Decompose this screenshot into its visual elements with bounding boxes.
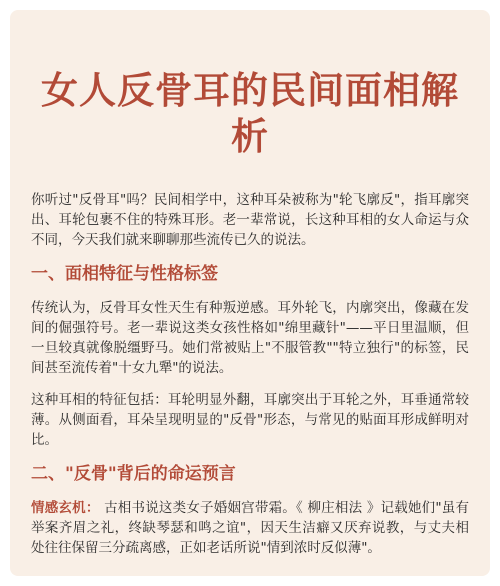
section-2-heading: 二、"反骨"背后的命运预言 xyxy=(31,464,236,484)
emotion-lead-label: 情感玄机： xyxy=(31,500,100,516)
intro-paragraph: 你听过"反骨耳"吗？民间相学中，这种耳朵被称为"轮飞廓反"，指耳廓突出、耳轮包裹不住的特殊耳形。老一辈常说，长这种耳相的女人命运与众不同，今天我们就来聊聊那些流传已久的说法。 xyxy=(31,192,469,248)
article-title: 女人反骨耳的民间面相解析 xyxy=(41,69,459,158)
emotion-text: 古相书说这类女子婚姻宫带霜。《 柳庄相法 》记载她们"虽有举案齐眉之礼，终缺琴瑟和鸣之谊"，因天生洁癖又厌弃说教，与丈夫相处往往保留三分疏离感，正如老话所说"情到浓时反似薄"。 xyxy=(31,500,469,556)
section-2-paragraph xyxy=(31,498,469,558)
section-1-heading: 一、面相特征与性格标签 xyxy=(31,264,218,284)
article-card xyxy=(10,10,490,576)
section-1-paragraph-1: 传统认为，反骨耳女性天生有种叛逆感。耳外轮飞，内廓突出，像藏在发间的倔强符号。老一辈说这类女孩性格如"绵里藏针"——平日里温顺，但一旦较真就像脱缰野马。她们常被贴上"不服管教""特立独行"的标签，民间甚至流传着"十女九犟"的说法。 xyxy=(31,300,469,376)
section-1-paragraph-2: 这种耳相的特征包括：耳轮明显外翻，耳廓突出于耳轮之外，耳垂通常较薄。从侧面看，耳朵呈现明显的"反骨"形态，与常见的贴面耳形成鲜明对比。 xyxy=(31,392,469,448)
